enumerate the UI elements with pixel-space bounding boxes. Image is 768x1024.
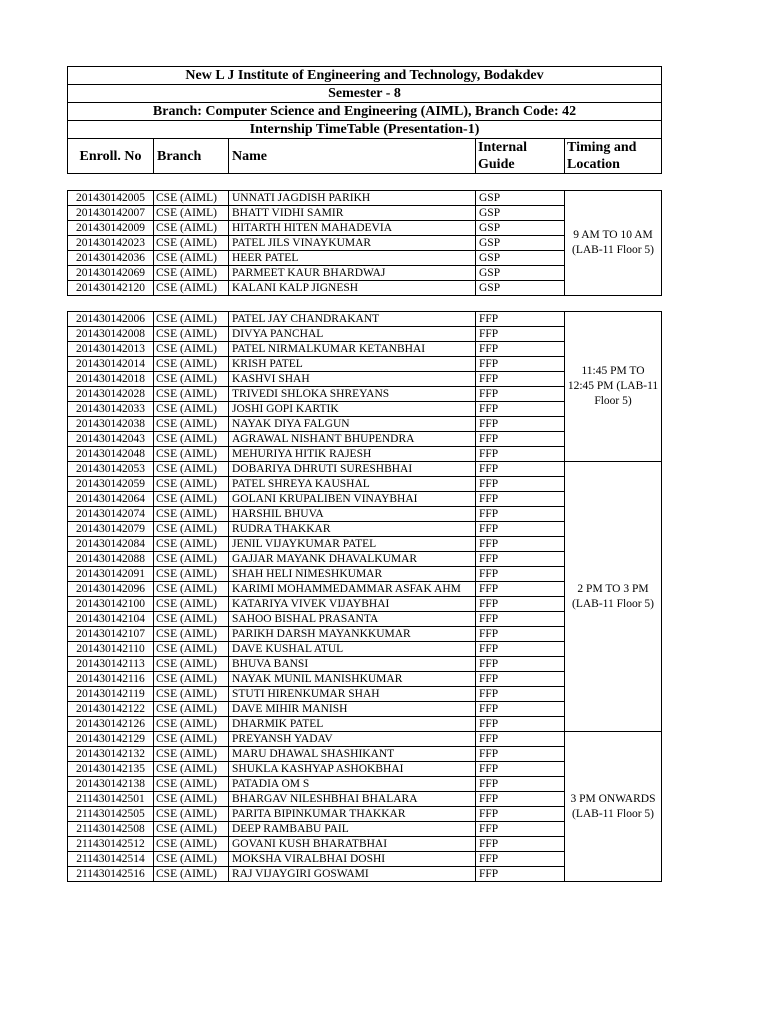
- guide-cell: FFP: [476, 597, 565, 612]
- enroll-no-cell: 201430142033: [68, 402, 154, 417]
- enroll-no-cell: 201430142110: [68, 642, 154, 657]
- enroll-no-cell: 201430142120: [68, 281, 154, 296]
- guide-cell: FFP: [476, 447, 565, 462]
- enroll-no-cell: 201430142100: [68, 597, 154, 612]
- student-name-cell: SAHOO BISHAL PRASANTA: [229, 612, 476, 627]
- student-name-cell: PATEL JAY CHANDRAKANT: [229, 312, 476, 327]
- enroll-no-cell: 201430142028: [68, 387, 154, 402]
- branch-cell: CSE (AIML): [154, 837, 229, 852]
- branch-cell: CSE (AIML): [154, 447, 229, 462]
- enroll-no-cell: 201430142048: [68, 447, 154, 462]
- timing-location-cell: 2 PM TO 3 PM (LAB-11 Floor 5): [565, 462, 662, 732]
- branch-cell: CSE (AIML): [154, 477, 229, 492]
- guide-cell: FFP: [476, 522, 565, 537]
- guide-cell: FFP: [476, 477, 565, 492]
- guide-cell: FFP: [476, 312, 565, 327]
- guide-cell: FFP: [476, 687, 565, 702]
- student-name-cell: DAVE KUSHAL ATUL: [229, 642, 476, 657]
- guide-cell: FFP: [476, 747, 565, 762]
- enroll-no-cell: 201430142069: [68, 266, 154, 281]
- student-name-cell: AGRAWAL NISHANT BHUPENDRA: [229, 432, 476, 447]
- student-name-cell: DAVE MIHIR MANISH: [229, 702, 476, 717]
- table-row: [68, 191, 662, 206]
- enroll-no-cell: 201430142116: [68, 672, 154, 687]
- guide-cell: FFP: [476, 582, 565, 597]
- enroll-no-cell: 201430142038: [68, 417, 154, 432]
- schedule-group-morning: [67, 190, 662, 296]
- student-name-cell: PATEL JILS VINAYKUMAR: [229, 236, 476, 251]
- student-name-cell: RAJ VIJAYGIRI GOSWAMI: [229, 867, 476, 882]
- guide-cell: FFP: [476, 417, 565, 432]
- timing-location-cell: 11:45 PM TO 12:45 PM (LAB-11 Floor 5): [565, 312, 662, 462]
- branch-cell: CSE (AIML): [154, 432, 229, 447]
- guide-cell: FFP: [476, 837, 565, 852]
- student-name-cell: NAYAK MUNIL MANISHKUMAR: [229, 672, 476, 687]
- guide-cell: FFP: [476, 867, 565, 882]
- guide-cell: FFP: [476, 387, 565, 402]
- student-name-cell: KASHVI SHAH: [229, 372, 476, 387]
- student-name-cell: PATEL SHREYA KAUSHAL: [229, 477, 476, 492]
- enroll-no-cell: 201430142013: [68, 342, 154, 357]
- enroll-no-cell: 201430142006: [68, 312, 154, 327]
- guide-cell: FFP: [476, 612, 565, 627]
- student-name-cell: JOSHI GOPI KARTIK: [229, 402, 476, 417]
- student-name-cell: DHARMIK PATEL: [229, 717, 476, 732]
- branch-cell: CSE (AIML): [154, 582, 229, 597]
- timetable-title: Internship TimeTable (Presentation-1): [68, 121, 662, 139]
- enroll-no-cell: 201430142079: [68, 522, 154, 537]
- student-name-cell: HEER PATEL: [229, 251, 476, 266]
- branch-cell: CSE (AIML): [154, 402, 229, 417]
- enroll-no-cell: 201430142129: [68, 732, 154, 747]
- enroll-no-cell: 201430142135: [68, 762, 154, 777]
- branch-cell: CSE (AIML): [154, 206, 229, 221]
- enroll-no-cell: 201430142113: [68, 657, 154, 672]
- guide-cell: FFP: [476, 642, 565, 657]
- branch-cell: CSE (AIML): [154, 792, 229, 807]
- enroll-no-cell: 201430142053: [68, 462, 154, 477]
- enroll-no-cell: 201430142138: [68, 777, 154, 792]
- student-name-cell: UNNATI JAGDISH PARIKH: [229, 191, 476, 206]
- guide-cell: FFP: [476, 327, 565, 342]
- student-name-cell: TRIVEDI SHLOKA SHREYANS: [229, 387, 476, 402]
- guide-cell: FFP: [476, 567, 565, 582]
- student-name-cell: PATEL NIRMALKUMAR KETANBHAI: [229, 342, 476, 357]
- branch-cell: CSE (AIML): [154, 867, 229, 882]
- branch-cell: CSE (AIML): [154, 717, 229, 732]
- branch-cell: CSE (AIML): [154, 567, 229, 582]
- student-name-cell: KATARIYA VIVEK VIJAYBHAI: [229, 597, 476, 612]
- student-name-cell: HARSHIL BHUVA: [229, 507, 476, 522]
- branch-cell: CSE (AIML): [154, 552, 229, 567]
- branch-cell: CSE (AIML): [154, 597, 229, 612]
- enroll-no-cell: 201430142091: [68, 567, 154, 582]
- guide-cell: FFP: [476, 492, 565, 507]
- branch-cell: CSE (AIML): [154, 266, 229, 281]
- enroll-no-cell: 201430142074: [68, 507, 154, 522]
- guide-cell: GSP: [476, 266, 565, 281]
- branch-cell: CSE (AIML): [154, 507, 229, 522]
- student-name-cell: GAJJAR MAYANK DHAVALKUMAR: [229, 552, 476, 567]
- enroll-no-cell: 201430142064: [68, 492, 154, 507]
- branch-cell: CSE (AIML): [154, 312, 229, 327]
- guide-cell: FFP: [476, 432, 565, 447]
- enroll-no-cell: 211430142505: [68, 807, 154, 822]
- enroll-no-cell: 201430142084: [68, 537, 154, 552]
- guide-cell: FFP: [476, 717, 565, 732]
- student-name-cell: MOKSHA VIRALBHAI DOSHI: [229, 852, 476, 867]
- guide-cell: FFP: [476, 357, 565, 372]
- enroll-no-cell: 201430142126: [68, 717, 154, 732]
- student-name-cell: DIVYA PANCHAL: [229, 327, 476, 342]
- enroll-no-cell: 201430142009: [68, 221, 154, 236]
- branch-cell: CSE (AIML): [154, 612, 229, 627]
- branch-cell: CSE (AIML): [154, 357, 229, 372]
- branch-cell: CSE (AIML): [154, 417, 229, 432]
- branch-cell: CSE (AIML): [154, 702, 229, 717]
- enroll-no-cell: 201430142008: [68, 327, 154, 342]
- column-header-name: Name: [229, 139, 476, 174]
- student-name-cell: GOLANI KRUPALIBEN VINAYBHAI: [229, 492, 476, 507]
- student-name-cell: MARU DHAWAL SHASHIKANT: [229, 747, 476, 762]
- branch-cell: CSE (AIML): [154, 642, 229, 657]
- student-name-cell: DEEP RAMBABU PAIL: [229, 822, 476, 837]
- student-name-cell: PATADIA OM S: [229, 777, 476, 792]
- column-header-branch: Branch: [154, 139, 229, 174]
- guide-cell: FFP: [476, 552, 565, 567]
- guide-cell: FFP: [476, 777, 565, 792]
- guide-cell: FFP: [476, 702, 565, 717]
- enroll-no-cell: 201430142122: [68, 702, 154, 717]
- timetable-header: [67, 66, 662, 174]
- branch-cell: CSE (AIML): [154, 281, 229, 296]
- branch-cell: CSE (AIML): [154, 852, 229, 867]
- enroll-no-cell: 211430142508: [68, 822, 154, 837]
- guide-cell: GSP: [476, 206, 565, 221]
- branch-cell: CSE (AIML): [154, 627, 229, 642]
- student-name-cell: DOBARIYA DHRUTI SURESHBHAI: [229, 462, 476, 477]
- timing-location-cell: 9 AM TO 10 AM (LAB-11 Floor 5): [565, 191, 662, 296]
- guide-cell: FFP: [476, 732, 565, 747]
- student-name-cell: KARIMI MOHAMMEDAMMAR ASFAK AHM: [229, 582, 476, 597]
- guide-cell: GSP: [476, 281, 565, 296]
- branch-cell: CSE (AIML): [154, 522, 229, 537]
- branch-cell: CSE (AIML): [154, 462, 229, 477]
- branch-cell: CSE (AIML): [154, 747, 229, 762]
- enroll-no-cell: 201430142023: [68, 236, 154, 251]
- table-row: [68, 312, 662, 327]
- student-name-cell: BHATT VIDHI SAMIR: [229, 206, 476, 221]
- enroll-no-cell: 201430142036: [68, 251, 154, 266]
- enroll-no-cell: 201430142088: [68, 552, 154, 567]
- branch-cell: CSE (AIML): [154, 387, 229, 402]
- student-name-cell: PREYANSH YADAV: [229, 732, 476, 747]
- enroll-no-cell: 201430142059: [68, 477, 154, 492]
- guide-cell: FFP: [476, 507, 565, 522]
- branch-cell: CSE (AIML): [154, 236, 229, 251]
- guide-cell: FFP: [476, 537, 565, 552]
- student-name-cell: RUDRA THAKKAR: [229, 522, 476, 537]
- student-name-cell: JENIL VIJAYKUMAR PATEL: [229, 537, 476, 552]
- student-name-cell: PARIKH DARSH MAYANKKUMAR: [229, 627, 476, 642]
- branch-cell: CSE (AIML): [154, 807, 229, 822]
- branch-cell: CSE (AIML): [154, 687, 229, 702]
- student-name-cell: SHAH HELI NIMESHKUMAR: [229, 567, 476, 582]
- student-name-cell: KALANI KALP JIGNESH: [229, 281, 476, 296]
- branch-cell: CSE (AIML): [154, 777, 229, 792]
- timing-location-cell: 3 PM ONWARDS (LAB-11 Floor 5): [565, 732, 662, 882]
- guide-cell: FFP: [476, 402, 565, 417]
- branch-cell: CSE (AIML): [154, 537, 229, 552]
- group-body: [68, 312, 662, 882]
- student-name-cell: MEHURIYA HITIK RAJESH: [229, 447, 476, 462]
- guide-cell: FFP: [476, 372, 565, 387]
- table-row: [68, 732, 662, 747]
- semester-label: Semester - 8: [68, 85, 662, 103]
- enroll-no-cell: 211430142501: [68, 792, 154, 807]
- guide-cell: GSP: [476, 221, 565, 236]
- enroll-no-cell: 201430142014: [68, 357, 154, 372]
- student-name-cell: PARMEET KAUR BHARDWAJ: [229, 266, 476, 281]
- branch-cell: CSE (AIML): [154, 672, 229, 687]
- enroll-no-cell: 201430142007: [68, 206, 154, 221]
- enroll-no-cell: 201430142018: [68, 372, 154, 387]
- guide-cell: FFP: [476, 657, 565, 672]
- group-body: [68, 191, 662, 296]
- schedule-group-afternoon: [67, 311, 662, 882]
- branch-cell: CSE (AIML): [154, 732, 229, 747]
- guide-cell: GSP: [476, 251, 565, 266]
- enroll-no-cell: 201430142132: [68, 747, 154, 762]
- enroll-no-cell: 201430142104: [68, 612, 154, 627]
- student-name-cell: KRISH PATEL: [229, 357, 476, 372]
- guide-cell: FFP: [476, 672, 565, 687]
- guide-cell: GSP: [476, 236, 565, 251]
- guide-cell: FFP: [476, 792, 565, 807]
- column-header-timing: Timing and Location: [565, 139, 662, 174]
- branch-cell: CSE (AIML): [154, 342, 229, 357]
- enroll-no-cell: 201430142107: [68, 627, 154, 642]
- enroll-no-cell: 201430142096: [68, 582, 154, 597]
- branch-cell: CSE (AIML): [154, 492, 229, 507]
- branch-cell: CSE (AIML): [154, 657, 229, 672]
- student-name-cell: GOVANI KUSH BHARATBHAI: [229, 837, 476, 852]
- branch-cell: CSE (AIML): [154, 251, 229, 266]
- guide-cell: FFP: [476, 627, 565, 642]
- branch-cell: CSE (AIML): [154, 372, 229, 387]
- guide-cell: FFP: [476, 762, 565, 777]
- institute-title: New L J Institute of Engineering and Technology, Bodakdev: [68, 67, 662, 85]
- student-name-cell: BHARGAV NILESHBHAI BHALARA: [229, 792, 476, 807]
- branch-cell: CSE (AIML): [154, 221, 229, 236]
- guide-cell: FFP: [476, 822, 565, 837]
- guide-cell: GSP: [476, 191, 565, 206]
- branch-cell: CSE (AIML): [154, 327, 229, 342]
- student-name-cell: BHUVA BANSI: [229, 657, 476, 672]
- guide-cell: FFP: [476, 807, 565, 822]
- branch-line: Branch: Computer Science and Engineering (AIML), Branch Code: 42: [68, 103, 662, 121]
- student-name-cell: STUTI HIRENKUMAR SHAH: [229, 687, 476, 702]
- column-header-enroll: Enroll. No: [68, 139, 154, 174]
- enroll-no-cell: 201430142005: [68, 191, 154, 206]
- guide-cell: FFP: [476, 852, 565, 867]
- enroll-no-cell: 201430142043: [68, 432, 154, 447]
- branch-cell: CSE (AIML): [154, 762, 229, 777]
- branch-cell: CSE (AIML): [154, 822, 229, 837]
- enroll-no-cell: 201430142119: [68, 687, 154, 702]
- guide-cell: FFP: [476, 462, 565, 477]
- guide-cell: FFP: [476, 342, 565, 357]
- branch-cell: CSE (AIML): [154, 191, 229, 206]
- student-name-cell: HITARTH HITEN MAHADEVIA: [229, 221, 476, 236]
- table-row: [68, 462, 662, 477]
- student-name-cell: NAYAK DIYA FALGUN: [229, 417, 476, 432]
- enroll-no-cell: 211430142512: [68, 837, 154, 852]
- column-header-guide: Internal Guide: [476, 139, 565, 174]
- enroll-no-cell: 211430142514: [68, 852, 154, 867]
- student-name-cell: SHUKLA KASHYAP ASHOKBHAI: [229, 762, 476, 777]
- enroll-no-cell: 211430142516: [68, 867, 154, 882]
- student-name-cell: PARITA BIPINKUMAR THAKKAR: [229, 807, 476, 822]
